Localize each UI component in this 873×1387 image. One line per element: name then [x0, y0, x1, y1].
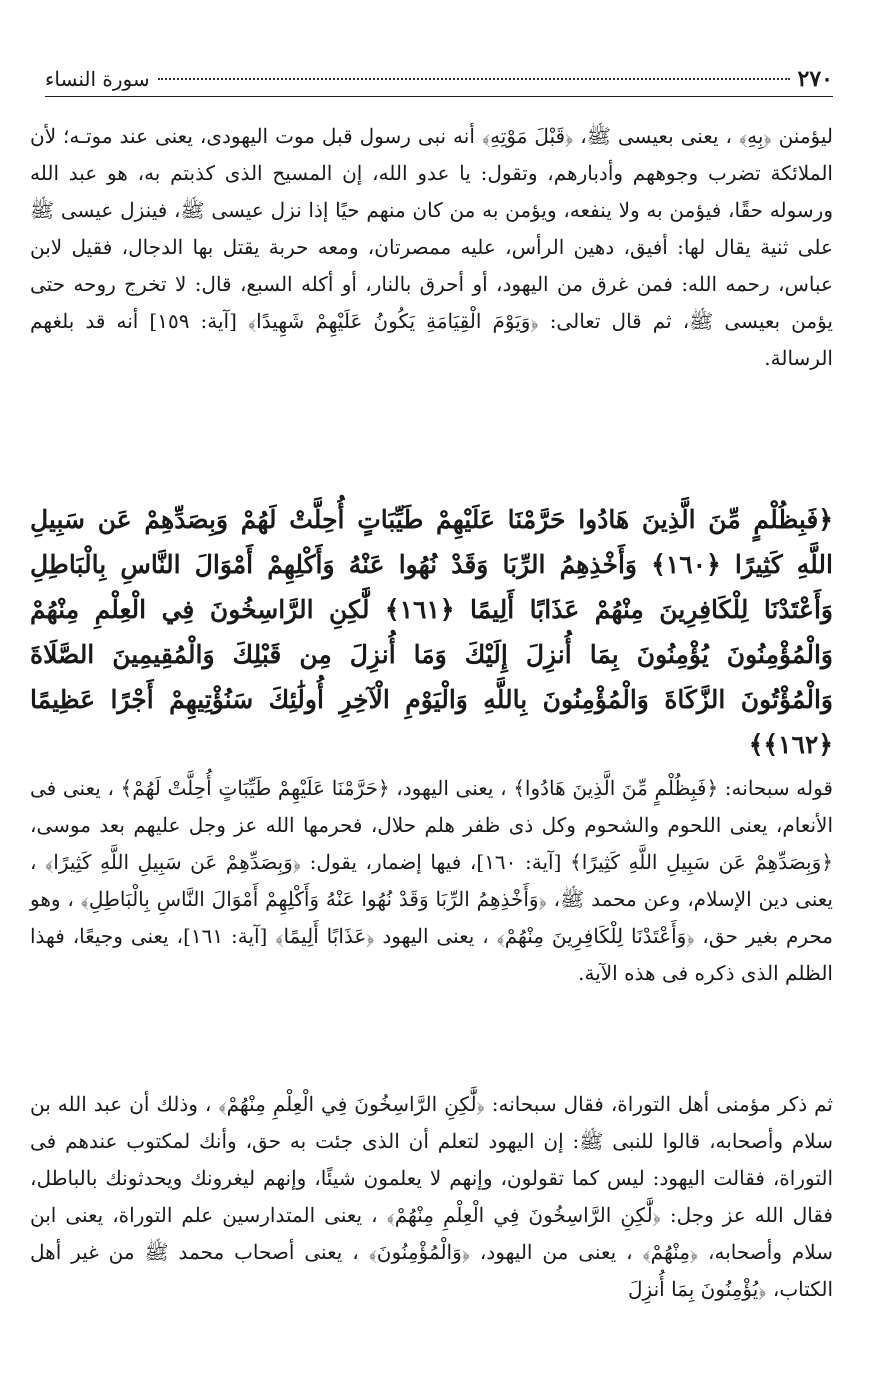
- page-header: [45, 62, 833, 97]
- commentary-paragraph-1: ليؤمنن ﴿بِهِ﴾ ، يعنى بعيسى ﷺ، ﴿قَبْلَ مَوْتِهِ﴾ أنه نبى رسول قبل موت اليهودى، يعنى عند موتـه؛ لأن الملائكة تضرب وجوههم وأدبارهم، وتقول: يا عدو الله، إن المسيح الذى كذبتم به، هو عبد الله ورسوله حقًا، فيؤمن به ولا ينفعه، ويؤمن به من كان منهم حيًا إذا نزل عيسى ﷺ، فينزل عيسى ﷺ على ثنية يقال لها: أفيق، دهين الرأس، عليه ممصرتان، ومعه حربة يقتل بها الدجال، فقيل لابن عباس، رحمه الله: فمن غرق من اليهود، أو أحرق بالنار، أو أكله السبع، قال: لا تخرج روحه حتى يؤمن بعيسى ﷺ، ثم قال تعالى: ﴿وَيَوْمَ الْقِيَامَةِ يَكُونُ عَلَيْهِمْ شَهِيدًا﴾ [آية: ١٥٩] أنه قد بلغهم الرسالة.: [30, 124, 834, 370]
- surah-title: سورة النساء: [45, 67, 150, 91]
- page-number: ٢٧٠: [797, 66, 833, 92]
- header-dotted-leader: [158, 78, 790, 80]
- commentary-paragraph-3: ثم ذكر مؤمنى أهل التوراة، فقال سبحانه: ﴿لَّٰكِنِ الرَّاسِخُونَ فِي الْعِلْمِ مِنْهُمْ﴾ ، وذلك أن عبد الله بن سلام وأصحابه، قالوا للنبى ﷺ: إن اليهود لتعلم أن الذى جئت به حق، وأنك لمكتوب عندهم فى التوراة، فقالت اليهود: ليس كما تقولون، وإنهم لا يعلمون شيئًا، وإنهم ليغرونك ويحدثونك بالباطل، فقال الله عز وجل: ﴿لَّٰكِنِ الرَّاسِخُونَ فِي الْعِلْمِ مِنْهُمْ﴾ ، يعنى المتدارسين علم التوراة، يعنى ابن سلام وأصحابه، ﴿مِنْهُمْ﴾ ، يعنى من اليهود، ﴿وَالْمُؤْمِنُونَ﴾ ، يعنى أصحاب محمد ﷺ من غير أهل الكتاب، ﴿يُؤْمِنُونَ بِمَا أُنزِلَ: [30, 1092, 833, 1301]
- quran-verse-block: ﴿فَبِظُلْمٍ مِّنَ الَّذِينَ هَادُوا حَرَّمْنَا عَلَيْهِمْ طَيِّبَاتٍ أُحِلَّتْ لَهُمْ وَبِصَدِّهِمْ عَن سَبِيلِ اللَّهِ كَثِيرًا ﴿١٦٠﴾ وَأَخْذِهِمُ الرِّبَا وَقَدْ نُهُوا عَنْهُ وَأَكْلِهِمْ أَمْوَالَ النَّاسِ بِالْبَاطِلِ وَأَعْتَدْنَا لِلْكَافِرِينَ مِنْهُمْ عَذَابًا أَلِيمًا ﴿١٦١﴾ لَّٰكِنِ الرَّاسِخُونَ فِي الْعِلْمِ مِنْهُمْ وَالْمُؤْمِنُونَ يُؤْمِنُونَ بِمَا أُنزِلَ إِلَيْكَ وَمَا أُنزِلَ مِن قَبْلِكَ وَالْمُقِيمِينَ الصَّلَاةَ وَالْمُؤْتُونَ الزَّكَاةَ وَالْمُؤْمِنُونَ بِاللَّهِ وَالْيَوْمِ الْآخِرِ أُولَٰئِكَ سَنُؤْتِيهِمْ أَجْرًا عَظِيمًا ﴿١٦٢﴾﴾: [30, 505, 833, 759]
- commentary-paragraph-2: قوله سبحانه: ﴿فَبِظُلْمٍ مِّنَ الَّذِينَ هَادُوا﴾ ، يعنى اليهود، ﴿حَرَّمْنَا عَلَيْهِمْ طَيِّبَاتٍ أُحِلَّتْ لَهُمْ﴾ ، يعنى فى الأنعام، يعنى اللحوم والشحوم وكل ذى ظفر هلم حلال، فحرمها الله عز وجل عليهم بعد موسى، ﴿وَبِصَدِّهِمْ عَن سَبِيلِ اللَّهِ كَثِيرًا﴾ [آية: ١٦٠]، فيها إضمار، يقول: ﴿وَبِصَدِّهِمْ عَن سَبِيلِ اللَّهِ كَثِيرًا﴾ ، يعنى دين الإسلام، وعن محمد ﷺ، ﴿وَأَخْذِهِمُ الرِّبَا وَقَدْ نُهُوا عَنْهُ وَأَكْلِهِمْ أَمْوَالَ النَّاسِ بِالْبَاطِلِ﴾ ، وهو محرم بغير حق، ﴿وَأَعْتَدْنَا لِلْكَافِرِينَ مِنْهُمْ﴾ ، يعنى اليهود ﴿عَذَابًا أَلِيمًا﴾ [آية: ١٦١]، يعنى وجيعًا، فهذا الظلم الذى ذكره فى هذه الآية.: [30, 776, 833, 985]
